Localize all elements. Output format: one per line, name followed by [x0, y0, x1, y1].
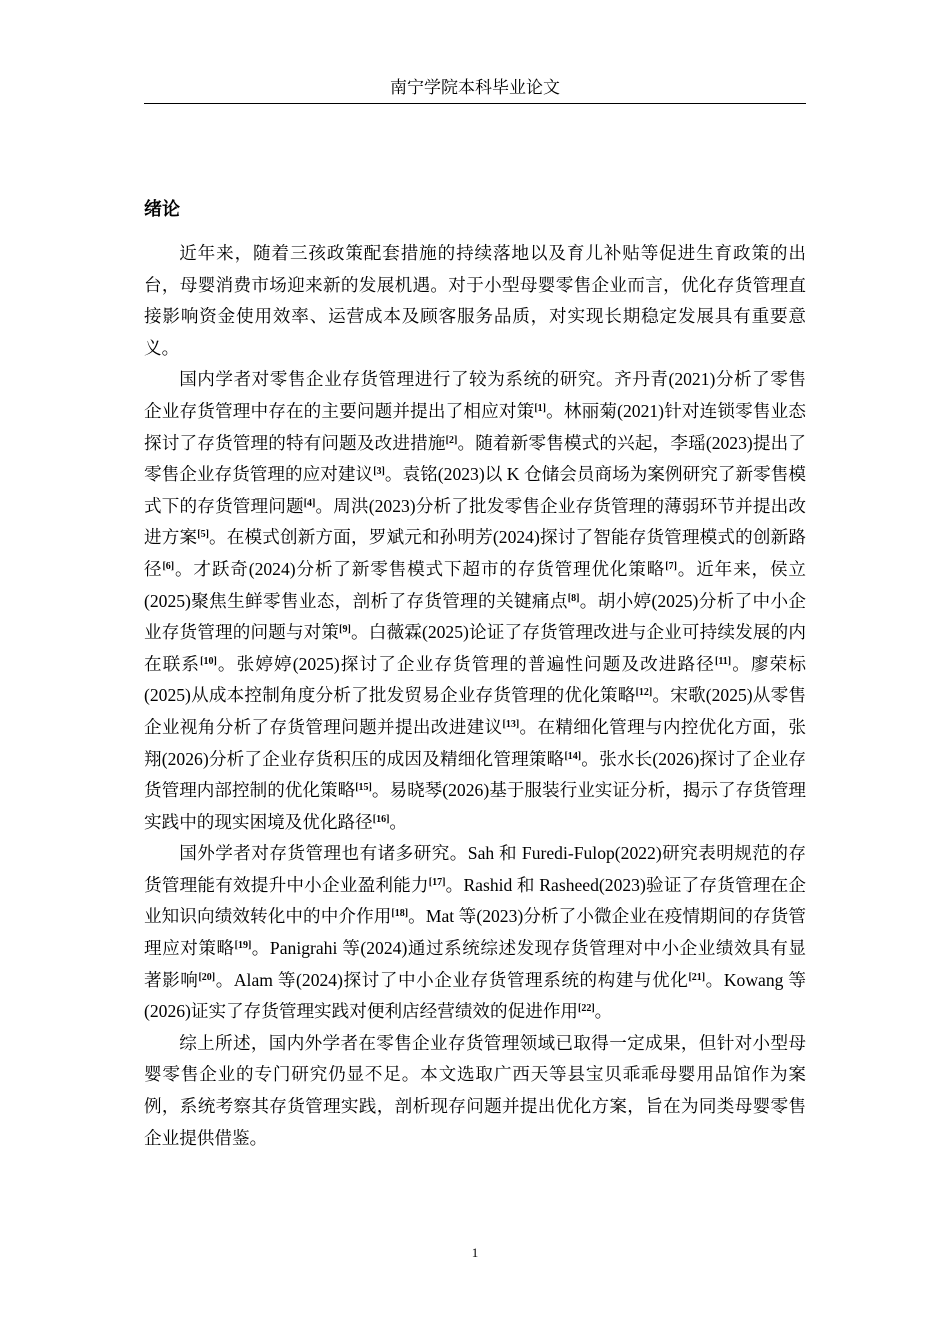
citation-ref: [11]	[715, 655, 732, 667]
citation-ref: [19]	[234, 940, 252, 952]
citation-ref: [13]	[502, 718, 520, 730]
citation-ref: [22]	[577, 1003, 595, 1015]
text-run: 国外学者对存货管理也有诸多研究。Sah 和 Furedi-Fulop(2022)研究表明规范的存货管理能有效提升中小企业盈利能力	[144, 843, 806, 895]
header-divider	[144, 103, 806, 104]
citation-ref: [16]	[372, 813, 390, 825]
citation-ref: [7]	[665, 560, 677, 572]
text-run: 。Kowang 等(2026)证实了存货管理实践对便利店经营绩效的促进作用	[144, 969, 806, 1022]
text-run: 。随着新零售模式的兴起，李瑶(2023)提出了零售企业存货管理的应对建议	[144, 432, 806, 485]
paragraph-domestic-review	[144, 364, 806, 838]
citation-ref: [21]	[688, 971, 706, 983]
citation-ref: [14]	[564, 750, 582, 762]
citation-ref: [8]	[567, 592, 580, 604]
text-run: 。	[389, 811, 408, 832]
text-run: 。Panigrahi 等(2024)通过系统综述发现存货管理对中小企业绩效具有显著影响	[144, 938, 806, 990]
citation-ref: [4]	[303, 497, 316, 509]
text-run: 。易晓琴(2026)基于服装行业实证分析，揭示了存货管理实践中的现实困境及优化路径	[144, 780, 806, 832]
citation-ref: [9]	[339, 624, 351, 636]
section-title: 绪论	[144, 199, 180, 219]
citation-ref: [2]	[445, 434, 458, 446]
text-run: 。宋歌(2025)从零售企业视角分析了存货管理问题并提出改进建议	[144, 685, 806, 737]
citation-ref: [3]	[373, 466, 385, 478]
text-run: 。	[594, 1001, 613, 1022]
text-run: 。袁铭(2023)以 K 仓储会员商场为案例研究了新零售模式下的存货管理问题	[144, 464, 806, 516]
text-run: 。廖荣标(2025)从成本控制角度分析了批发贸易企业存货管理的优化策略	[144, 653, 806, 706]
text-run: 。周洪(2023)分析了批发零售企业存货管理的薄弱环节并提出改进方案	[144, 495, 806, 548]
text-run: 。张婷婷(2025)探讨了企业存货管理的普遍性问题及改进路径	[216, 653, 716, 674]
citation-ref: [10]	[200, 655, 217, 667]
paragraph-foreign-review	[144, 838, 806, 1028]
text-run: 。才跃奇(2024)分析了新零售模式下超市的存货管理优化策略	[174, 558, 666, 579]
citation-ref: [5]	[197, 529, 209, 541]
citation-ref: [1]	[534, 402, 547, 414]
text-run: 。胡小婷(2025)分析了中小企业存货管理的问题与对策	[144, 590, 806, 643]
text-run: 。Rashid 和 Rasheed(2023)验证了存货管理在企业知识向绩效转化中的中介作用	[144, 874, 806, 927]
paragraph-intro	[144, 238, 806, 364]
text-run: 。Mat 等(2023)分析了小微企业在疫情期间的存货管理应对策略	[144, 906, 806, 959]
text-run: 。在模式创新方面，罗斌元和孙明芳(2024)探讨了智能存货管理模式的创新路径	[144, 527, 806, 579]
page-number: 1	[471, 1245, 479, 1260]
citation-ref: [17]	[428, 876, 446, 888]
text-run: 近年来，随着三孩政策配套措施的持续落地以及育儿补贴等促进生育政策的出台，母婴消费市场迎来新的发展机遇。对于小型母婴零售企业而言，优化存货管理直接影响资金使用效率、运营成本及顾客服务品质，对实现长期稳定发展具有重要意义。	[144, 243, 806, 358]
page-header-title: 南宁学院本科毕业论文	[390, 78, 560, 97]
text-run: 。近年来，侯立(2025)聚焦生鲜零售业态，剖析了存货管理的关键痛点	[144, 558, 806, 611]
text-run: 。白薇霖(2025)论证了存货管理改进与企业可持续发展的内在联系	[144, 622, 806, 674]
paragraph-summary	[144, 1028, 806, 1154]
citation-ref: [6]	[162, 560, 175, 572]
citation-ref: [20]	[198, 971, 216, 983]
text-run: 。Alam 等(2024)探讨了中小企业存货管理系统的构建与优化	[215, 969, 689, 990]
citation-ref: [12]	[635, 687, 653, 699]
body-text	[144, 238, 806, 1154]
text-run: 国内学者对零售企业存货管理进行了较为系统的研究。齐丹青(2021)分析了零售企业存货管理中存在的主要问题并提出了相应对策	[144, 369, 806, 421]
citation-ref: [18]	[391, 908, 409, 920]
citation-ref: [15]	[355, 782, 372, 794]
text-run: 。在精细化管理与内控优化方面，张翔(2026)分析了企业存货积压的成因及精细化管理策略	[144, 716, 806, 769]
text-run: 。林丽菊(2021)针对连锁零售业态探讨了存货管理的特有问题及改进措施	[144, 400, 806, 453]
text-run: 。张水长(2026)探讨了企业存货管理内部控制的优化策略	[144, 748, 806, 801]
text-run: 综上所述，国内外学者在零售企业存货管理领域已取得一定成果，但针对小型母婴零售企业的专门研究仍显不足。本文选取广西天等县宝贝乖乖母婴用品馆作为案例，系统考察其存货管理实践，剖析现存问题并提出优化方案，旨在为同类母婴零售企业提供借鉴。	[144, 1032, 806, 1148]
